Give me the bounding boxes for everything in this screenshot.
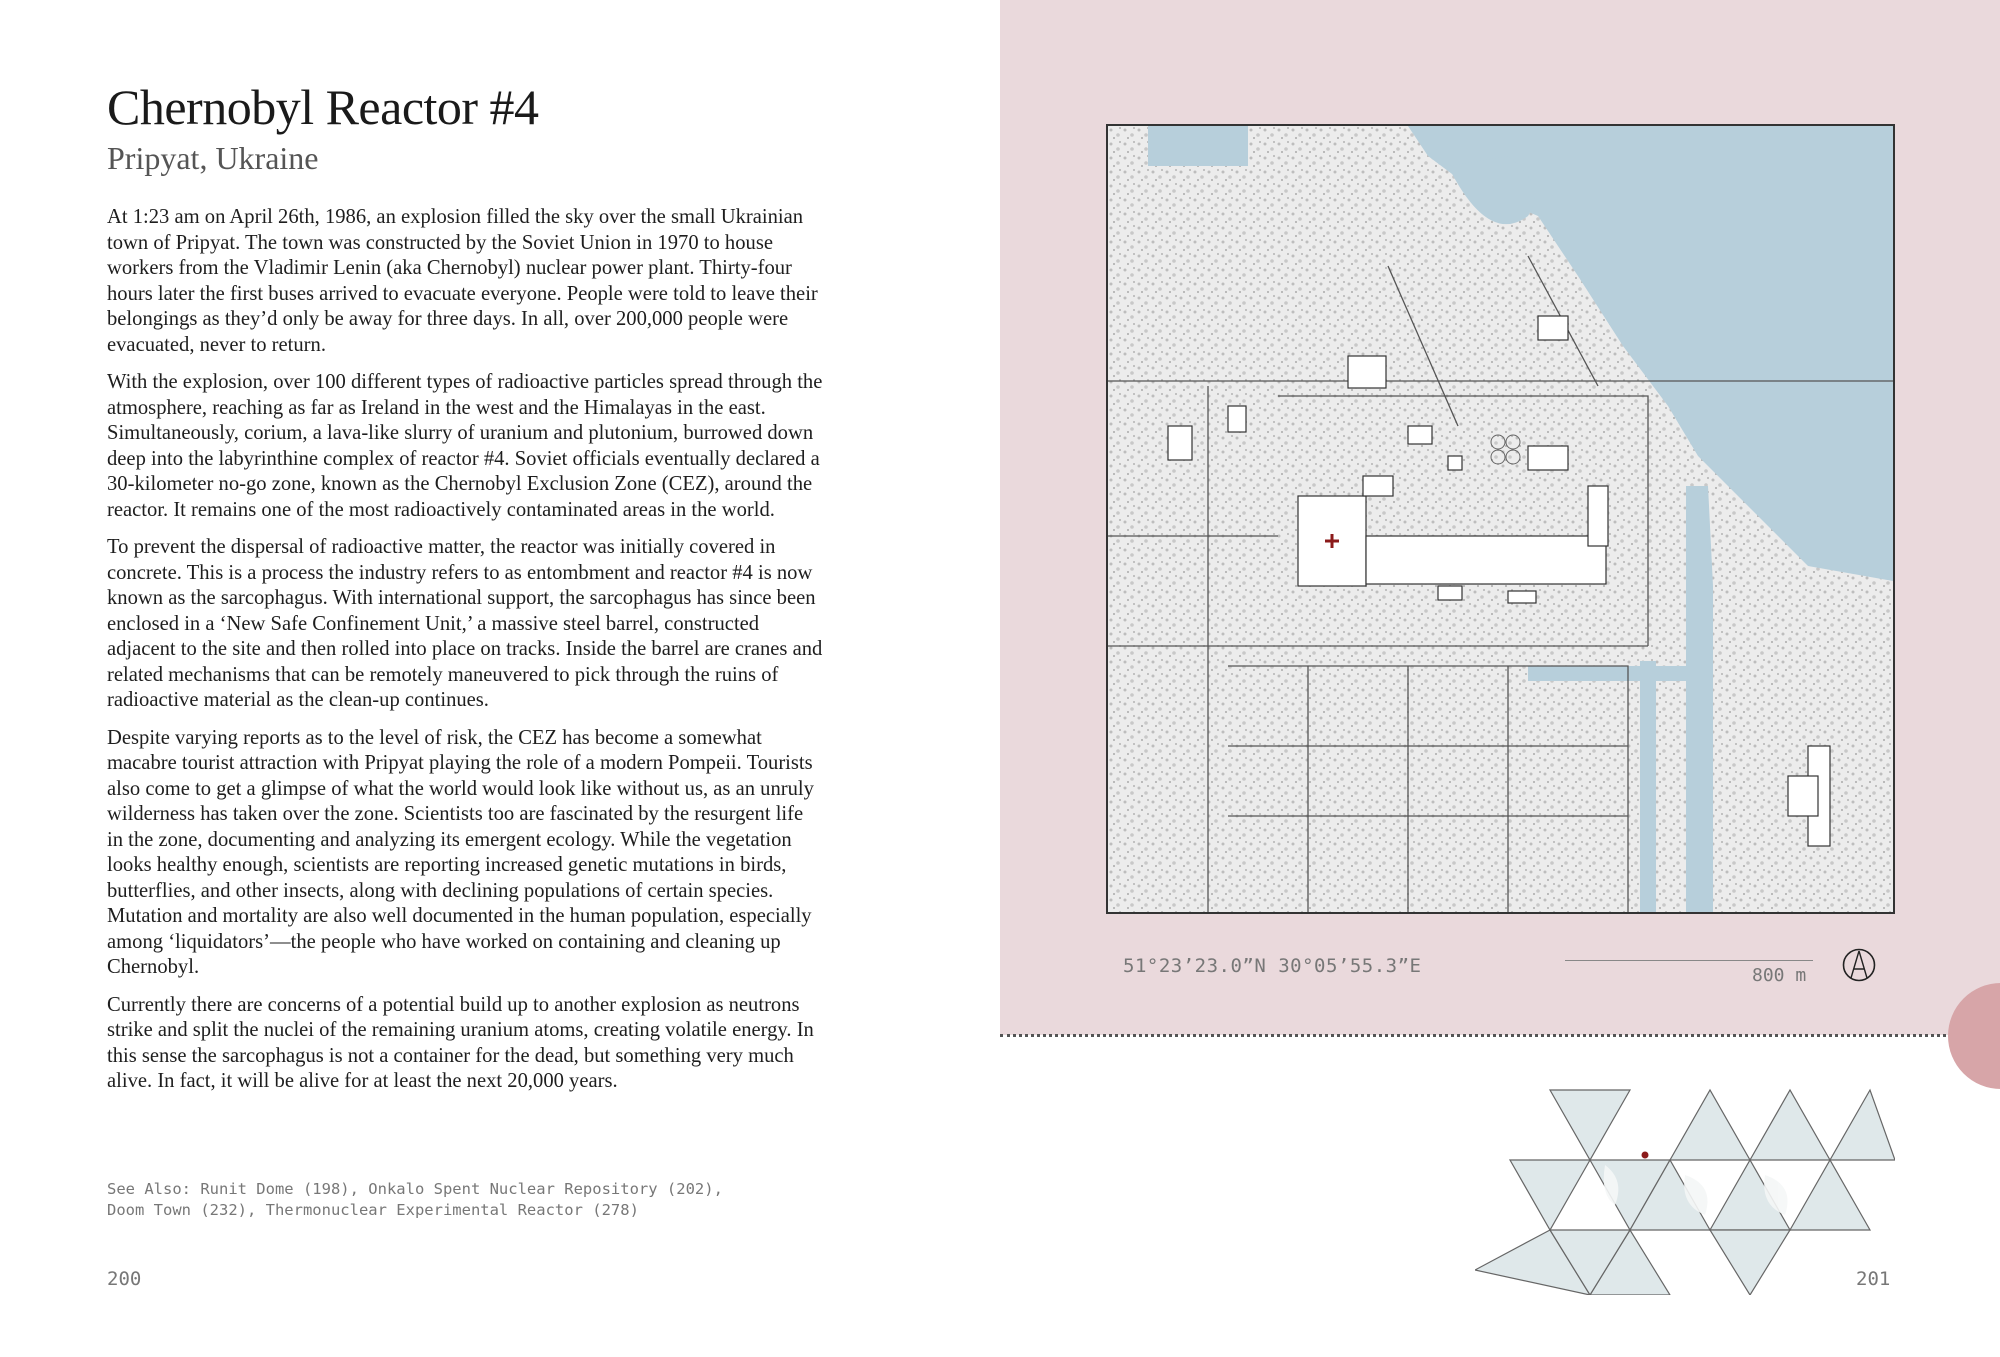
location-marker: [1642, 1152, 1649, 1159]
coordinates-label: 51°23’23.0”N 30°05’55.3”E: [1123, 955, 1422, 977]
pond: [1148, 126, 1248, 166]
paragraph-2: With the explosion, over 100 different types of radioactive particles spread through the atmosphere, reaching as far as Ireland in the west and the Himalayas in the east. Simultaneously, corium, a lava-like slurry of uranium and plutonium, burrowed down deep into the labyrinthine complex of reactor #4. Soviet officials eventually declared a 30-kilometer no-go zone, known as the Chernobyl Exclusion Zone (CEZ), around the reactor. It remains one of the most radioactively contaminated areas in the world.: [107, 371, 823, 521]
site-map: [1106, 124, 1895, 914]
canal-east: [1686, 486, 1713, 912]
dymaxion-world-map-icon: [1475, 1085, 1895, 1295]
canal-south: [1528, 666, 1713, 681]
dotted-divider: [1000, 1034, 2000, 1037]
paragraph-4: Despite varying reports as to the level of risk, the CEZ has become a somewhat macabre tourist attraction with Pripyat playing the role of a modern Pompeii. Tourists also come to get a glimpse of what the world would look like without us, as an unruly wilderness has taken over the zone. Scientists too are fascinated by the resurgent life in the zone, documenting and analyzing its emergent ecology. While the vegetation looks healthy enough, scientists are reporting increased genetic mutations in birds, butterflies, and other insects, along with declining populations of certain species. Mutation and mortality are also well documented in the human population, especially among ‘liquidators’—the people who have worked on containing and cleaning up Chernobyl.: [107, 726, 814, 978]
scale-label: 800 m: [1752, 965, 1807, 986]
paragraph-1: At 1:23 am on April 26th, 1986, an explosion filled the sky over the small Ukrainian town of Pripyat. The town was constructed by the Soviet Union in 1970 to house workers from the Vladimir Lenin (aka Chernobyl) nuclear power plant. Thirty-four hours later the first buses arrived to evacuate everyone. People were told to leave their belongings as they’d only be away for three days. In all, over 200,000 people were evacuated, never to return.: [107, 206, 818, 356]
see-also-line-1: See Also: Runit Dome (198), Onkalo Spent Nuclear Repository (202),: [107, 1180, 723, 1198]
page-number-left: 200: [107, 1268, 142, 1290]
paragraph-3: To prevent the dispersal of radioactive matter, the reactor was initially covered in concrete. This is a process the industry refers to as entombment and reactor #4 is now known as the sarcophagus. With international support, the sarcophagus has since been enclosed in a ‘New Safe Confinement Unit,’ a massive steel barrel, constructed adjacent to the site and then rolled into place on tracks. Inside the barrel are cranes and related mechanisms that can be remotely maneuvered to pick through the ruins of radioactive material as the clean-up continues.: [107, 536, 823, 711]
north-arrow-icon: [1842, 948, 1876, 982]
canal-west: [1640, 661, 1656, 912]
see-also-references: [107, 1179, 827, 1221]
page-title: Chernobyl Reactor #4: [107, 79, 539, 135]
page-number-right: 201: [1856, 1268, 1891, 1290]
scale-bar: [1565, 960, 1813, 961]
see-also-line-2: Doom Town (232), Thermonuclear Experimental Reactor (278): [107, 1201, 639, 1219]
page-subtitle: Pripyat, Ukraine: [107, 140, 319, 176]
article-body: [107, 205, 823, 1107]
paragraph-5: Currently there are concerns of a potential build up to another explosion as neutrons strike and split the nuclei of the remaining uranium atoms, creating volatile energy. In this sense the sarcophagus is not a container for the dead, but something very much alive. In fact, it will be alive for at least the next 20,000 years.: [107, 993, 814, 1092]
